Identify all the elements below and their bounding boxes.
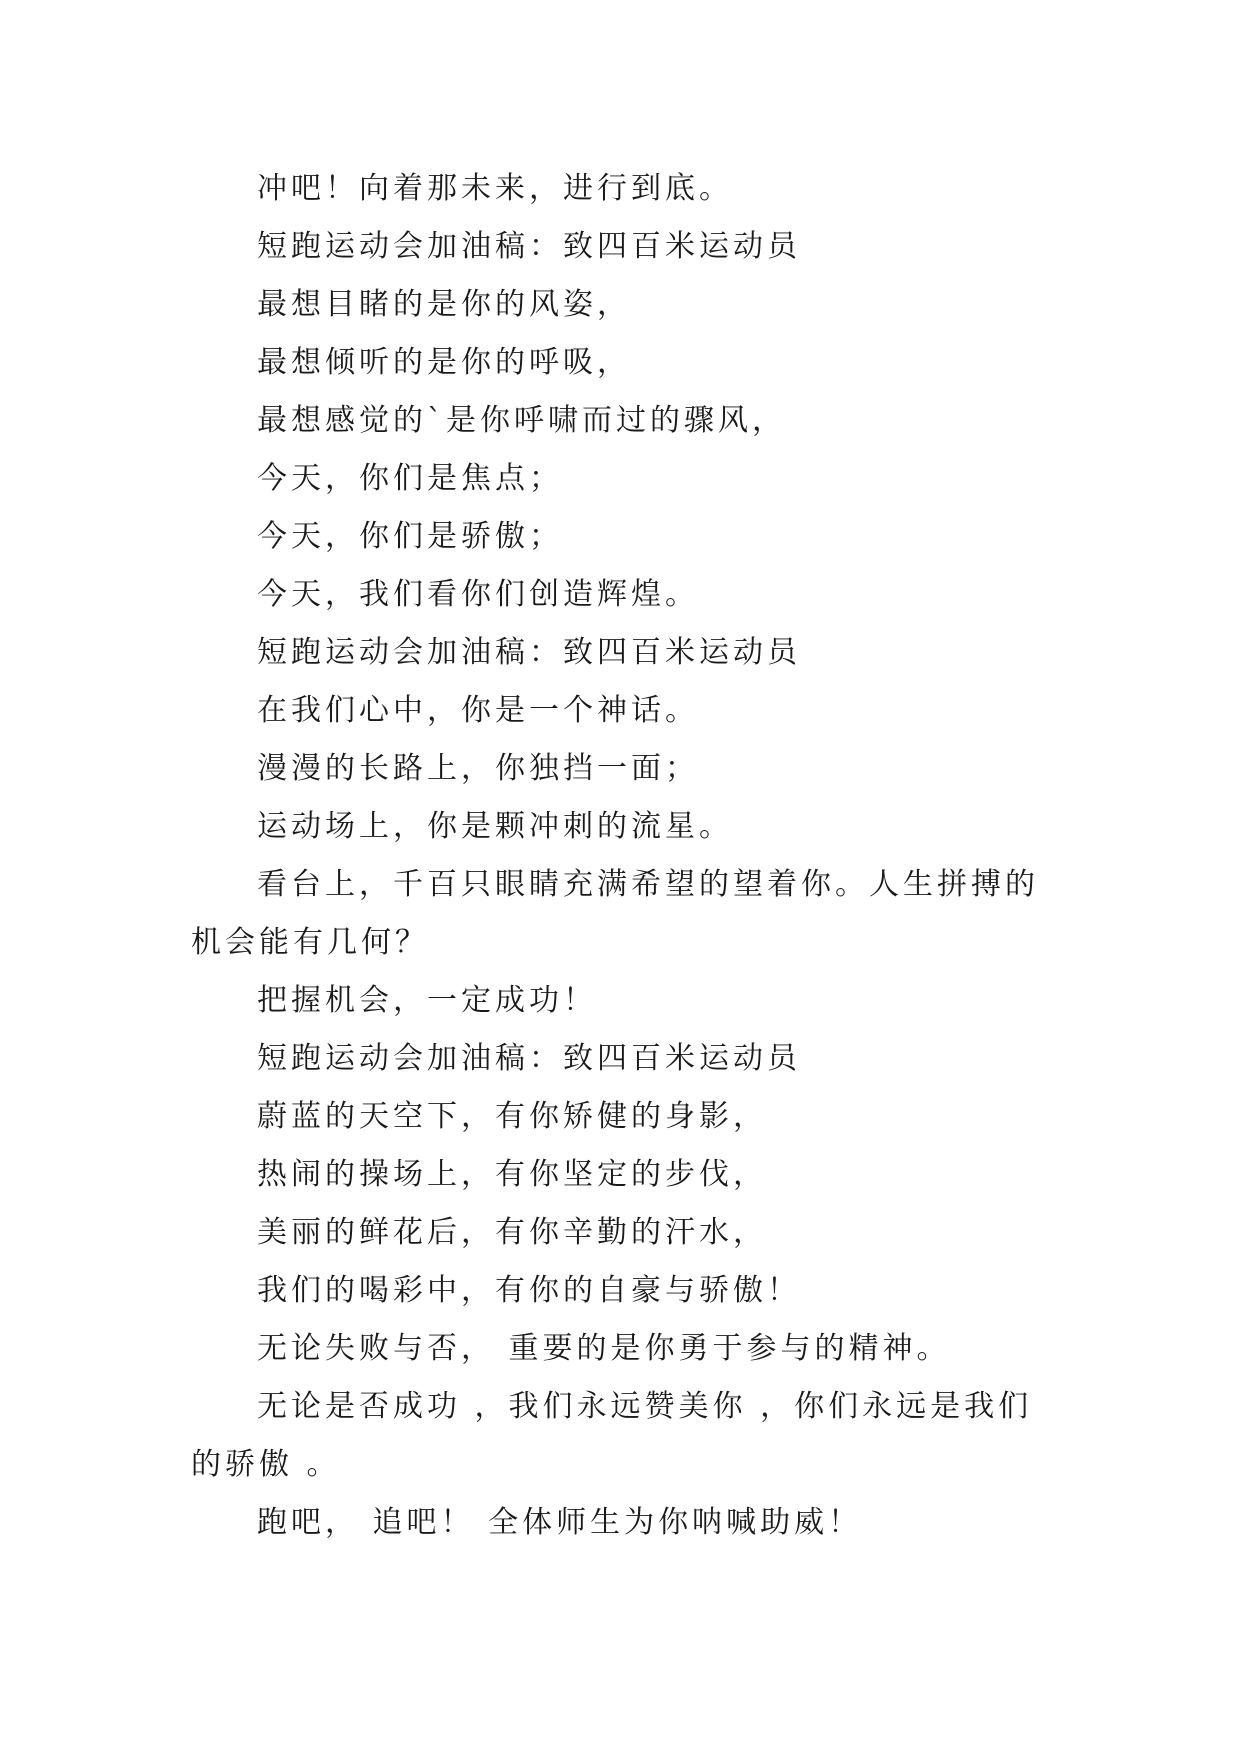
paragraph: 最想倾听的是你的呼吸，	[257, 345, 631, 380]
paragraph: 在我们心中，你是一个神话。	[257, 693, 699, 728]
paragraph: 今天，你们是骄傲；	[257, 519, 563, 554]
paragraph: 无论是否成功 ，我们永远赞美你 ，你们永远是我们的骄傲 。	[191, 1389, 1033, 1482]
paragraph: 最想感觉的`是你呼啸而过的骤风，	[257, 403, 786, 438]
paragraph: 蔚蓝的天空下，有你矫健的身影，	[257, 1099, 767, 1134]
paragraph: 冲吧！向着那未来，进行到底。	[257, 171, 733, 206]
section-heading: 短跑运动会加油稿：致四百米运动员	[257, 635, 801, 670]
paragraph: 把握机会，一定成功！	[257, 983, 597, 1018]
document-body	[191, 160, 1061, 1552]
paragraph: 最想目睹的是你的风姿，	[257, 287, 631, 322]
paragraph: 运动场上，你是颗冲刺的流星。	[257, 809, 733, 844]
paragraph: 今天，我们看你们创造辉煌。	[257, 577, 699, 612]
paragraph: 美丽的鲜花后，有你辛勤的汗水，	[257, 1215, 767, 1250]
paragraph: 今天，你们是焦点；	[257, 461, 563, 496]
paragraph: 跑吧， 追吧！ 全体师生为你呐喊助威！	[257, 1505, 863, 1540]
paragraph: 看台上，千百只眼睛充满希望的望着你。人生拼搏的机会能有几何？	[191, 867, 1039, 960]
section-heading: 短跑运动会加油稿：致四百米运动员	[257, 229, 801, 264]
paragraph: 漫漫的长路上，你独挡一面；	[257, 751, 699, 786]
section-heading: 短跑运动会加油稿：致四百米运动员	[257, 1041, 801, 1076]
paragraph: 无论失败与否， 重要的是你勇于参与的精神。	[257, 1331, 951, 1366]
paragraph: 热闹的操场上，有你坚定的步伐，	[257, 1157, 767, 1192]
paragraph: 我们的喝彩中，有你的自豪与骄傲！	[257, 1273, 801, 1308]
